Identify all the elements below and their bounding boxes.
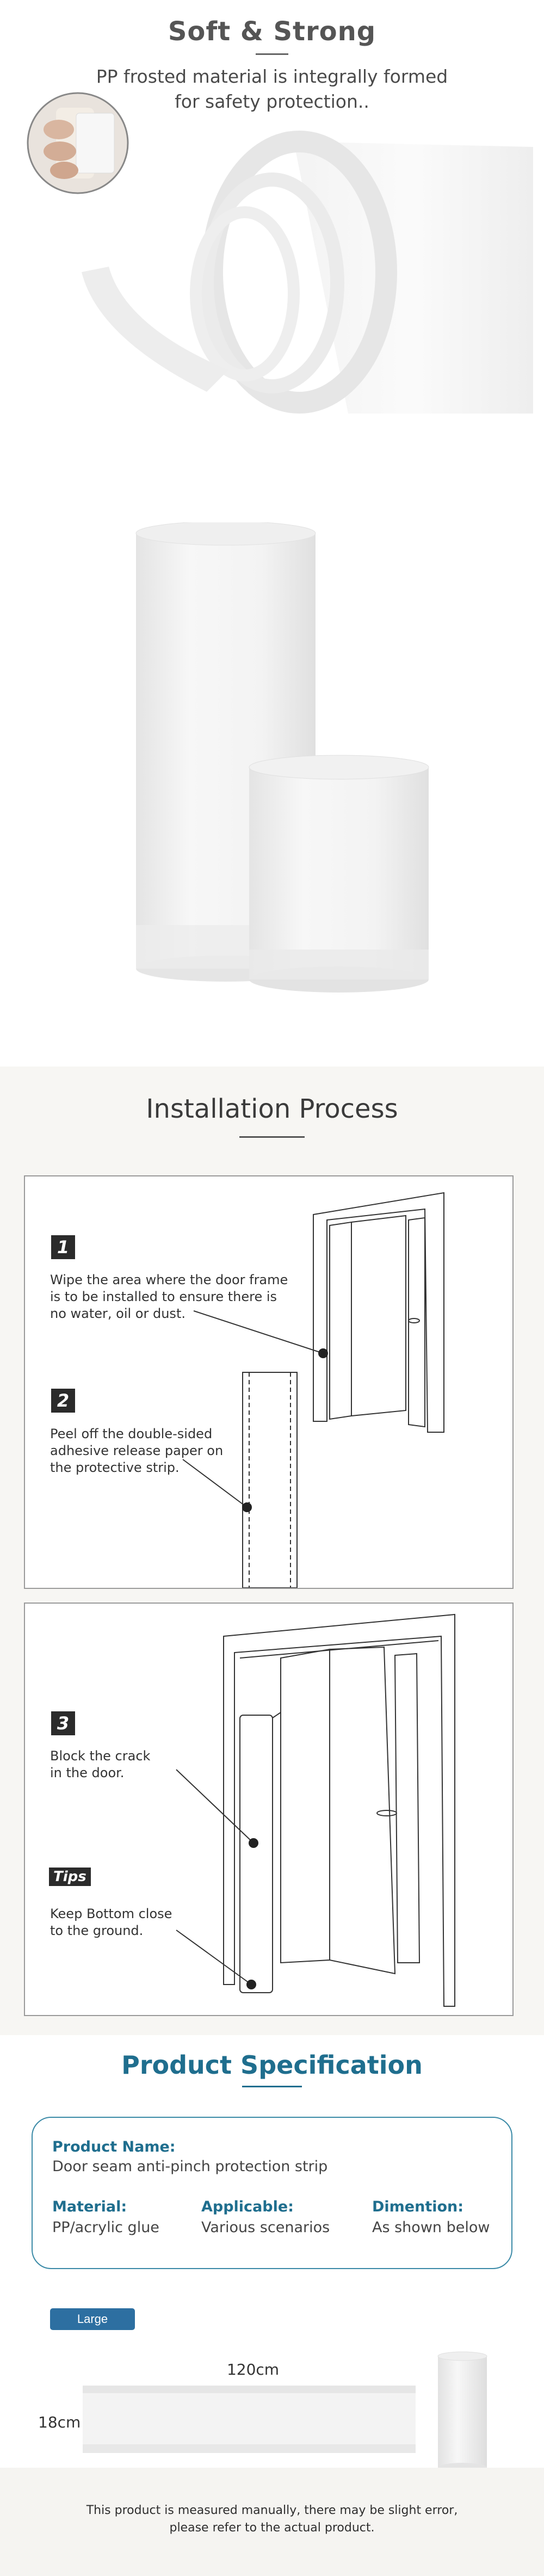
strip-size-image: [83, 2383, 416, 2455]
specification-section: [0, 2035, 544, 2576]
hand-inset-image: [26, 91, 129, 195]
install-panel-2: [24, 1603, 514, 2016]
tips-badge: Tips: [49, 1868, 91, 1886]
product-name-value: Door seam anti-pinch protection strip: [52, 2158, 328, 2175]
soft-subtitle-line2: for safety protection..: [175, 91, 369, 112]
install-panel-1: [24, 1175, 514, 1589]
note-line2: please refer to the actual product.: [169, 2521, 375, 2535]
step-1-badge: 1: [51, 1235, 75, 1259]
title-underline: [242, 2086, 302, 2087]
step-3-badge: 3: [51, 1711, 75, 1735]
step-3-line: Block the crack: [50, 1748, 151, 1764]
roll-thumbnail-image: [435, 2351, 490, 2476]
height-dimension-label: 18cm: [38, 2413, 81, 2431]
spec-title: Product Specification: [121, 2050, 423, 2080]
title-underline: [239, 1136, 305, 1138]
tips-line: to the ground.: [50, 1923, 144, 1938]
note-line1: This product is measured manually, there may be slight error,: [86, 2504, 458, 2517]
step-1-line: Wipe the area where the door frame: [50, 1272, 288, 1287]
door-frame-illustration: [25, 1176, 512, 1588]
step-1-line: is to be installed to ensure there is: [50, 1289, 277, 1304]
applicable-label: Applicable:: [201, 2198, 294, 2215]
dimention-label: Dimention:: [372, 2198, 464, 2215]
title-underline: [256, 53, 288, 55]
install-title: Installation Process: [146, 1094, 398, 1124]
step-3-line: in the door.: [50, 1765, 125, 1780]
dimention-value: As shown below: [372, 2219, 490, 2236]
step-1-line: no water, oil or dust.: [50, 1306, 186, 1321]
material-label: Material:: [52, 2198, 127, 2215]
soft-strong-section: [0, 0, 544, 1067]
tips-line: Keep Bottom close: [50, 1906, 172, 1921]
measurement-note: [0, 2502, 544, 2537]
installation-section: [0, 1067, 544, 2035]
size-large-button[interactable]: Large: [50, 2308, 135, 2330]
step-2-line: Peel off the double-sided: [50, 1426, 213, 1441]
spec-card: [32, 2117, 512, 2269]
curled-strip-image: [65, 109, 544, 446]
step-2-line: adhesive release paper on: [50, 1443, 224, 1458]
applicable-value: Various scenarios: [201, 2219, 330, 2236]
width-dimension-label: 120cm: [226, 2361, 280, 2378]
material-value: PP/acrylic glue: [52, 2219, 159, 2236]
step-2-badge: 2: [51, 1389, 75, 1413]
product-name-label: Product Name:: [52, 2139, 176, 2155]
product-rolls-image: [131, 522, 435, 1023]
soft-subtitle-line1: PP frosted material is integrally formed: [96, 66, 448, 87]
door-open-illustration: [25, 1604, 512, 2015]
soft-title: Soft & Strong: [168, 16, 376, 47]
step-2-line: the protective strip.: [50, 1460, 180, 1475]
